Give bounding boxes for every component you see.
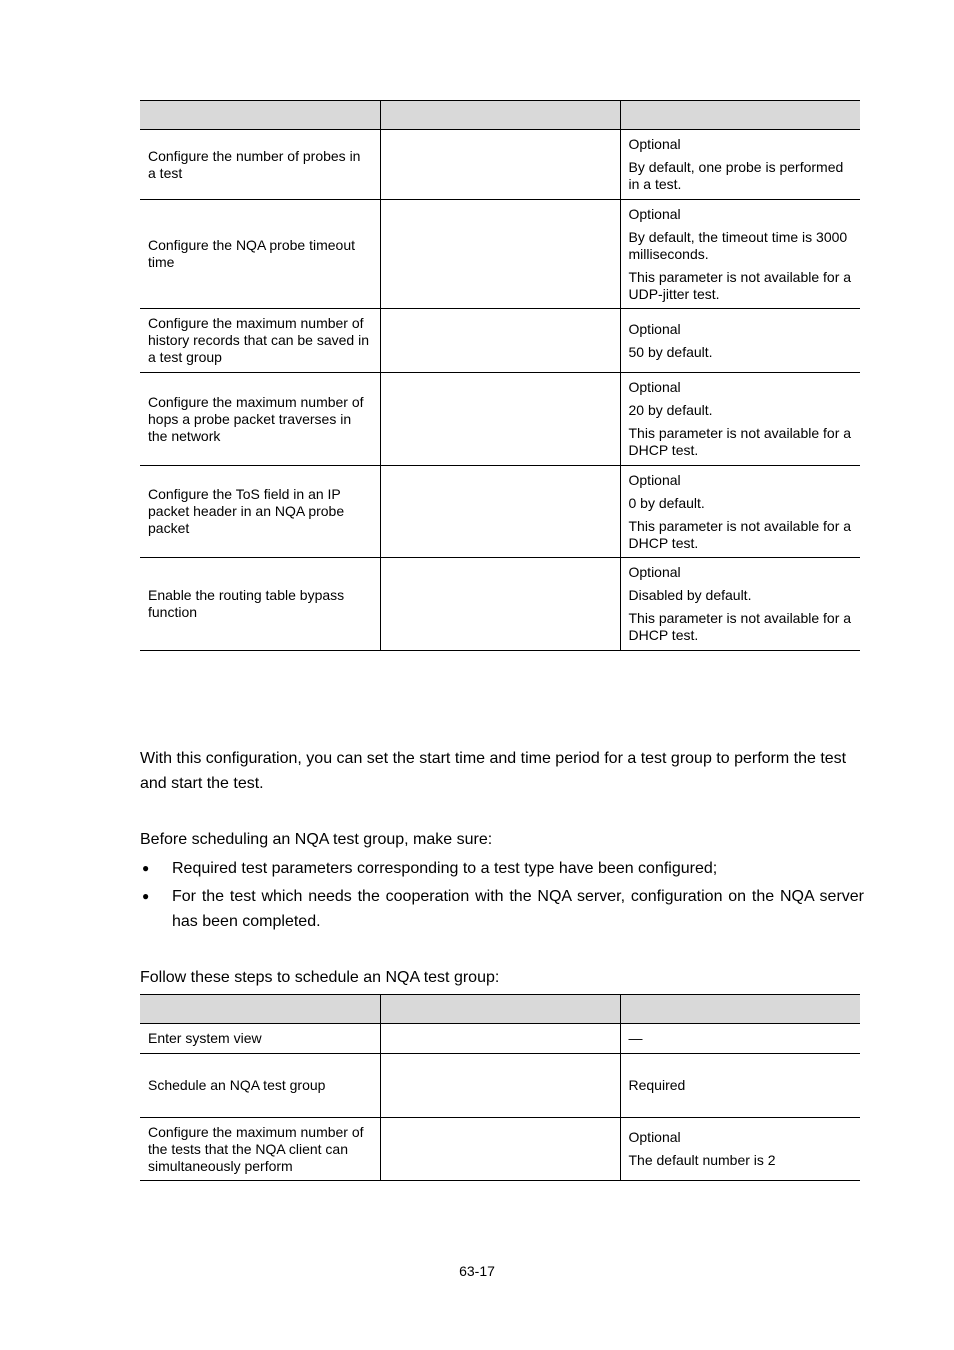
remark-line: By default, one probe is performed in a test.: [628, 159, 844, 192]
remark-line: Optional: [628, 1129, 681, 1145]
command-cell: [380, 309, 620, 373]
remarks-cell: [620, 200, 860, 309]
header-to-do: [140, 995, 380, 1024]
command-cell: [380, 373, 620, 466]
remark-line: Optional: [628, 320, 681, 337]
schedule-steps-table: [140, 994, 860, 1181]
remarks-cell: [620, 558, 860, 651]
command-cell: [380, 558, 620, 651]
nqa-parameters-table: [140, 100, 860, 651]
task-cell: Configure the maximum number of the tests that the NQA client can simultaneously perform: [140, 1118, 380, 1181]
header-remarks: [620, 101, 860, 130]
remark-line: This parameter is not available for a DHCP test.: [628, 610, 852, 643]
remarks-cell: [620, 466, 860, 558]
remark-line: This parameter is not available for a DHCP test.: [628, 517, 852, 551]
remark-line: This parameter is not available for a DHCP test.: [628, 425, 852, 458]
remark-line: Optional: [628, 471, 681, 488]
bullet-icon: ●: [142, 861, 150, 875]
remarks-cell: [620, 309, 860, 373]
remarks-cell: [620, 1118, 860, 1181]
task-cell: Configure the NQA probe timeout time: [140, 200, 380, 309]
remarks-cell: [620, 1024, 860, 1054]
table-header-row: [140, 995, 860, 1024]
task-cell: Schedule an NQA test group: [140, 1054, 380, 1118]
command-cell: [380, 130, 620, 200]
task-cell: Enable the routing table bypass function: [140, 558, 380, 651]
table-row: [140, 1118, 860, 1181]
task-cell: Configure the ToS field in an IP packet header in an NQA probe packet: [140, 466, 380, 558]
table-header-row: [140, 101, 860, 130]
remark-line: The default number is 2: [628, 1152, 776, 1168]
remark-line: This parameter is not available for a UDP-jitter test.: [628, 268, 852, 302]
list-item: [140, 884, 864, 934]
table-row: [140, 373, 860, 466]
list-item: [140, 856, 864, 881]
command-cell: [380, 1118, 620, 1181]
remark-line: 0 by default.: [628, 494, 705, 511]
steps-intro: Follow these steps to schedule an NQA test group:: [140, 969, 500, 986]
task-cell: Configure the number of probes in a test: [140, 130, 380, 200]
header-to-do: [140, 101, 380, 130]
remark-line: Optional: [628, 205, 681, 222]
table-row: [140, 558, 860, 651]
remarks-cell: [620, 1054, 860, 1118]
table-row: [140, 1024, 860, 1054]
bullet-icon: ●: [142, 889, 150, 903]
remark-line: Disabled by default.: [628, 587, 752, 603]
remark-line: Optional: [628, 136, 681, 152]
page-number: 63-17: [459, 1263, 495, 1279]
table-row: [140, 200, 860, 309]
list-item-text: For the test which needs the cooperation with the NQA server, configuration on the NQA server has been completed.: [172, 888, 864, 930]
remark-line: Required: [628, 1077, 686, 1093]
remarks-cell: [620, 373, 860, 466]
command-cell: [380, 200, 620, 309]
header-command: [380, 995, 620, 1024]
remark-line: 50 by default.: [628, 343, 713, 360]
command-cell: [380, 1024, 620, 1054]
table-row: [140, 466, 860, 558]
intro-paragraph: With this configuration, you can set the start time and time period for a test group to perform the test and start the test.: [140, 750, 847, 792]
task-cell: Configure the maximum number of hops a probe packet traverses in the network: [140, 373, 380, 466]
remark-line: —: [628, 1030, 643, 1046]
table-row: [140, 130, 860, 200]
remark-line: 20 by default.: [628, 402, 713, 418]
remark-line: Optional: [628, 564, 681, 580]
list-item-text: Required test parameters corresponding to a test type have been configured;: [172, 860, 718, 877]
table-row: [140, 309, 860, 373]
header-remarks: [620, 995, 860, 1024]
header-command: [380, 101, 620, 130]
command-cell: [380, 466, 620, 558]
table-row: [140, 1054, 860, 1118]
task-cell: Enter system view: [140, 1024, 380, 1054]
remark-line: Optional: [628, 379, 681, 395]
task-cell: Configure the maximum number of history records that can be saved in a test group: [140, 309, 380, 373]
remark-line: By default, the timeout time is 3000 milliseconds.: [628, 228, 848, 262]
prerequisite-intro: Before scheduling an NQA test group, make sure:: [140, 831, 493, 848]
command-cell: [380, 1054, 620, 1118]
remarks-cell: [620, 130, 860, 200]
